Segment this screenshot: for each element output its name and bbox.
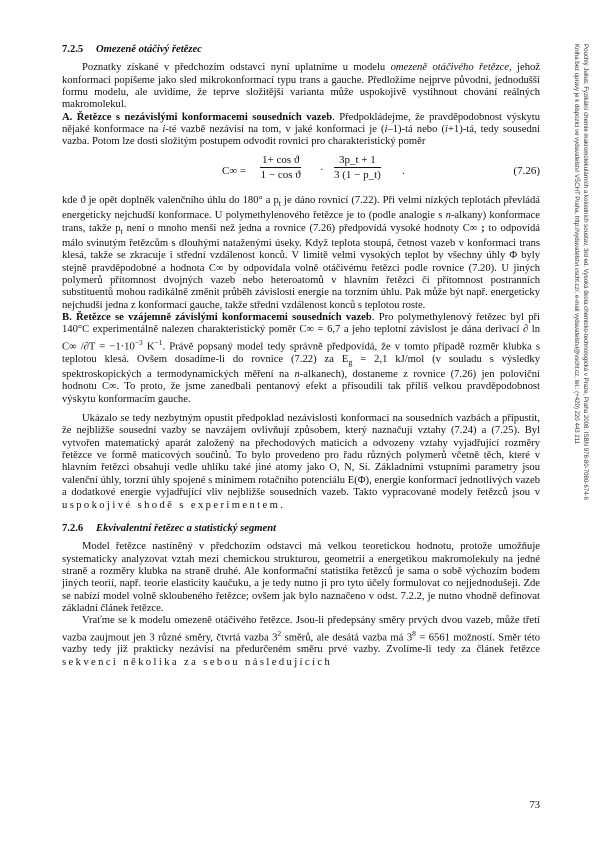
citation-line-2: Kniha bez úpravy je k dispozici ve vydavatelství VŠCHT Praha, http://vydavatelstvi.vscht.cz/, e-mail vydavatelstvi@vscht.cz, tel.: (+420) 220 443 211 bbox=[573, 44, 580, 445]
part-a-continuation: kde ϑ je opět doplněk valenčního úhlu do 180° a $p_t$ je dáno rovnicí (7.22). Při velmi nízkých teplotách převládá energeticky nejchudší konformace. U polymethylenového řetězce je to (podle analogie s n-alkany) konformace trans, takže $p_t$ není o mnoho menší než jedna a rovnice (7.26) předpovídá vysoké hodnoty C∞ ; to odpovídá málo svinutým řetězcům s dlouhými nataženými úseky. Když teplota stoupá, četnost vazeb v konformaci trans klesá, takže se zkracuje i střední vzdálenost konců. V limitě velmi vysokých teplot by všechny úhly Φ byly stejně pravděpodobné a hodnota C∞ by odpovídala volně otáčivému řetězci podle rovnice (7.20). U jiných polymerů přítomnost dvojných vazeb nebo heteroatomů v hlavním řetězci či přítomnost postranních substituentů mohou radikálně změnit průběh závislosti energie na torzním úhlu. Pak může být např. energeticky nejchudší jedna z konformací gauche, takže střední vzdálenost konců s teplotou roste. bbox=[62, 194, 540, 311]
part-a-heading: A. Řetězce s nezávislými konformacemi sousedních vazeb bbox=[62, 111, 333, 123]
section-number: 7.2.6 bbox=[62, 522, 84, 534]
section-title: Ekvivalentní řetězec a statistický segment bbox=[96, 522, 277, 534]
equation-number: (7.26) bbox=[513, 164, 540, 177]
part-b-paragraph: B. Řetězce se vzájemně závislými konformacemi sousedních vazeb. Pro polymethylenový řetězec byl při 140°C experimentálně nalezen charakteristický poměr C∞ = 6,7 a jeho teplotní závislost je dána derivací ∂ ln C∞ $/\partial T = -1\cdot 10^{-3}$ $K^{-1}$. Právě popsaný model tedy správně předpovídá, že v tomto případě rozměr klubka s teplotou klesá. Ovšem dosadíme-li do rovnice (7.22) za $E_g = 2,1$ kJ/mol (v souladu s výsledky spektroskopických a termodynamických měření na n-alkanech), dostaneme z rovnice (7.26) jen poloviční hodnotu C∞. To proto, že jsme zanedbali pentanový efekt a přisoudili tak příliš velkou pravděpodobnost výskytu konformacím gauche. bbox=[62, 312, 540, 405]
text-column bbox=[62, 44, 540, 669]
equation-period: . bbox=[402, 164, 405, 177]
part-a-paragraph: A. Řetězce s nezávislými konformacemi sousedních vazeb. Předpokládejme, že pravděpodobnost výskytu nějaké konformace na i-té vazbě nezávisí na tom, v jaké konformaci je (i–1)-tá nebo (i+1)-tá, tedy sousední vazba. Potom lze dosti složitým postupem odvodit rovnici pro charakteristický poměr bbox=[62, 111, 540, 148]
section-title: Omezeně otáčivý řetězec bbox=[96, 44, 202, 55]
segment-paragraph: Vraťme se k modelu omezeně otáčivého řetězce. Jsou-li předepsány směry prvých dvou vazeb, může třetí vazba zaujmout jen 3 různé směry, čtvrtá vazba $3^2$ směrů, ale desátá vazba má $3^8 = 6561$ možností. Směr této vazby tedy již prakticky nezávisí na předurčeném směru prvé vazby. Zvolíme-li tedy za článek řetězce sekvenci několika za sebou následujících bbox=[62, 615, 540, 668]
section-heading-726 bbox=[62, 523, 540, 535]
equivalent-chain-paragraph: Model řetězce nastíněný v předchozím odstavci má velkou teoretickou hodnotu, protože umožňuje systematicky analyzovat vztah mezi chemickou strukturou, geometrií a energetikou makromolekuly na jedné straně a rozměry klubka na straně druhé. Ale konformační statistika řetězců je sama o sobě výchozím bodem jiných teorií, např. teorie elasticity kaučuku, a je tedy nutno ji pro tyto účely formulovat co nejjednodušeji. Zde se nabízí model volně skloubeného řetězce; ovšem jak bylo naznačeno v odst. 7.2.2, je nutno vhodně definovat základní článek řetězce. bbox=[62, 541, 540, 614]
equation-dot: · bbox=[320, 163, 324, 176]
page-number: 73 bbox=[529, 800, 540, 811]
section-heading-725 bbox=[62, 44, 540, 56]
citation-sidebar bbox=[560, 44, 590, 764]
equation-fraction-1: $\frac{\text{1+ cos ϑ}}{\text{1 − cos ϑ}}$ bbox=[260, 153, 301, 182]
intro-paragraph: Poznatky získané v předchozím odstavci nyní uplatníme u modelu omezeně otáčivého řetězce, jehož konformaci popíšeme jako sled mikrokonformací typu trans a gauche. Předložíme nejprve původní, jednodušší formu modelu, ale uvidíme, že teprve složitější varianta může uspokojivě vystihnout chování reálných makromolekul. bbox=[62, 62, 540, 111]
section-number: 7.2.5 bbox=[62, 44, 84, 55]
equation-7-26 bbox=[62, 151, 540, 193]
citation-line-1: Pouchlý Julius: Fyzikální chemie makromolekulárních a koloidních soustav, 3rd ed. Vysoká škola chemicko-technologická v Praze, Praha 2008. ISBN 978-80-7080-674-6 bbox=[582, 44, 589, 500]
matrix-model-paragraph: Ukázalo se tedy nezbytným opustit předpoklad nezávislosti konformací na sousedních vazbách a připustit, že nejbližše sousední vazby se navzájem ovlivňují způsobem, který naznačují vztahy (7.24) a (7.25). Byl vytvořen matematický aparát založený na přechodových maticích a odvozeny vztahy vyjadřující rozměry řetězce ve formě maticových součinů. To bylo provedeno pro řadu různých polymerů včetně těch, které v hlavním řetězci obsahují vedle uhlíku také jiné atomy jako O, N, Si. Základními vstupními parametry jsou valenční úhly, torzní úhly spojené s minimem rotačního potenciálu E(Φ), energie konformací jednotlivých vazeb a dodatkové energie vyjadřující vliv nejbližše sousedních vazeb. Takto vypracované modely řetězců jsou v uspokojivé shodě s experimentem. bbox=[62, 413, 540, 511]
part-b-heading: B. Řetězce se vzájemně závislými konformacemi sousedních vazeb bbox=[62, 312, 372, 324]
equation-fraction-2: $\frac{3p\_t + 1}{3 (1 - p\_t)}$ bbox=[334, 153, 381, 182]
citation-text bbox=[572, 44, 590, 764]
equation-lhs: C∞ = bbox=[222, 164, 247, 177]
